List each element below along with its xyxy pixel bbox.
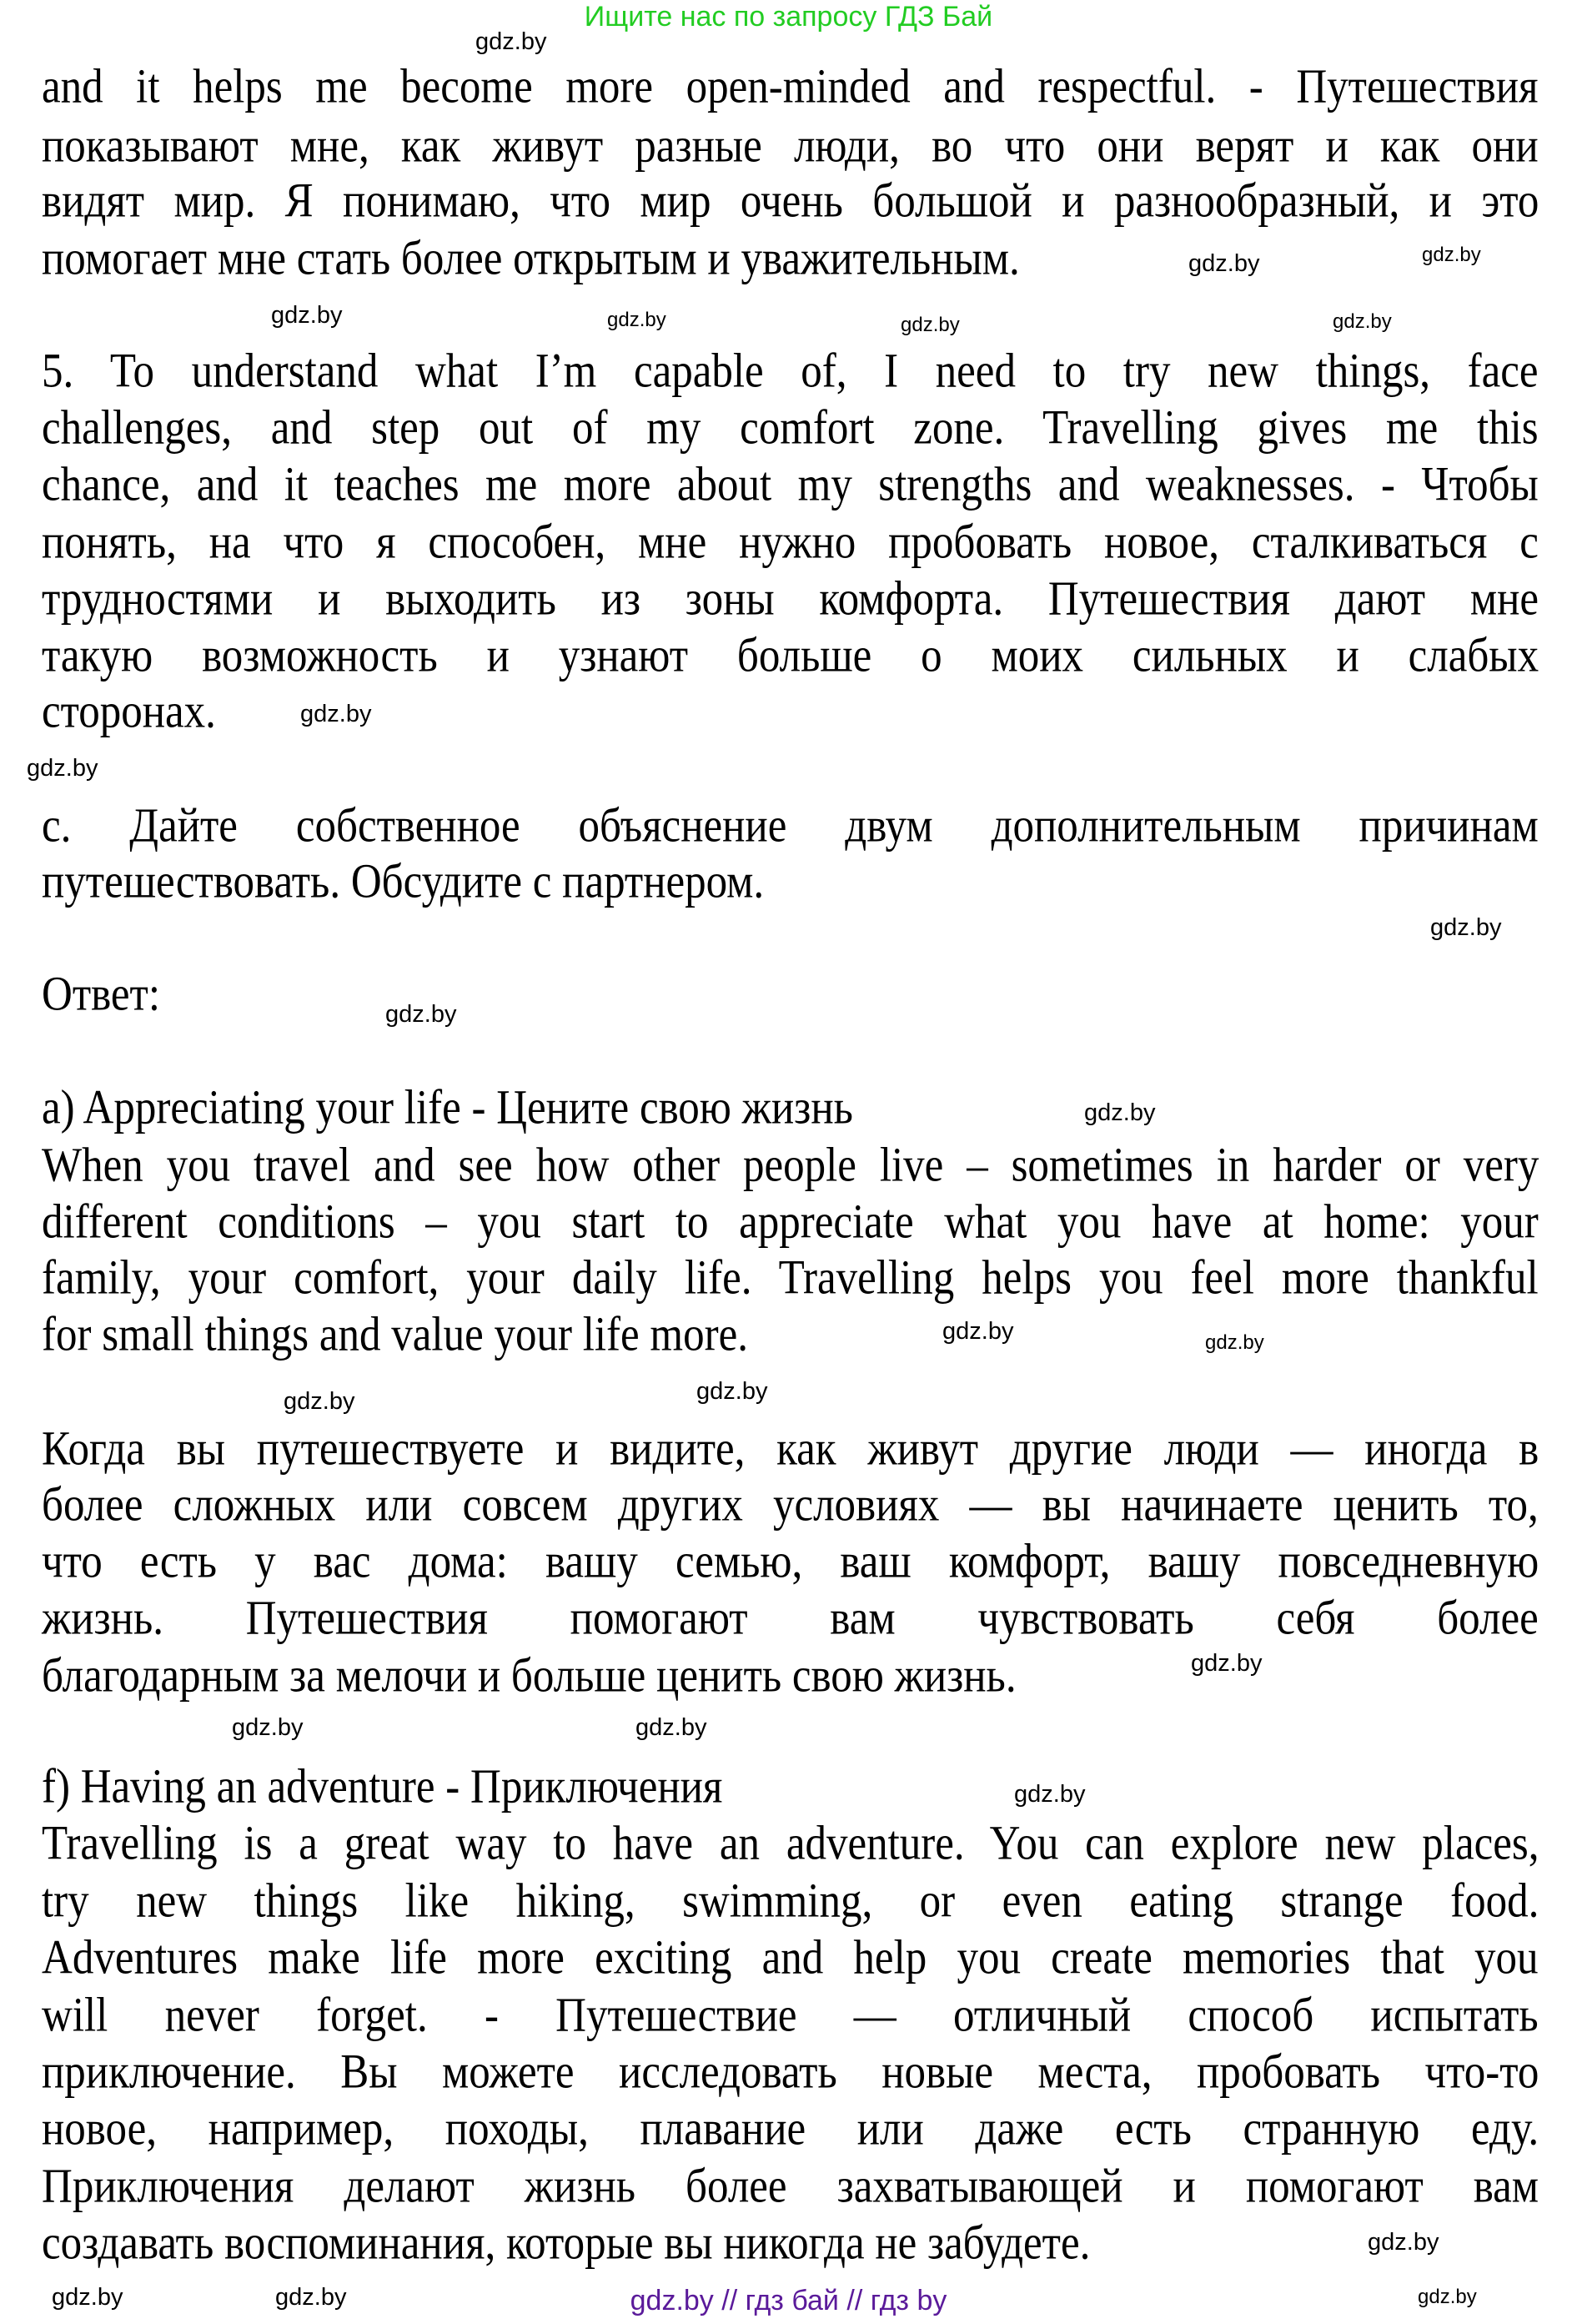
- watermark: gdz.by: [607, 309, 666, 331]
- watermark: gdz.by: [284, 1388, 355, 1415]
- text-line-content: and it helps me become more open-minded and respectful. - Путешествия: [42, 59, 1539, 114]
- text-line-content: видят мир. Я понимаю, что мир очень большой и разнообразный, и это: [42, 174, 1539, 229]
- text-line: [42, 1988, 1539, 2044]
- text-line: [42, 457, 1539, 513]
- text-line-content: помогает мне стать более открытым и уважительным.: [42, 231, 1020, 286]
- text-line-content: c. Дайте собственное объяснение двум дополнительным причинам: [42, 798, 1539, 853]
- watermark: gdz.by: [1191, 1650, 1263, 1677]
- text-line: [42, 1534, 1539, 1590]
- watermark: gdz.by: [635, 1714, 707, 1741]
- text-line-content: try new things like hiking, swimming, or even eating strange food.: [42, 1874, 1539, 1929]
- watermark: gdz.by: [385, 1001, 457, 1028]
- text-line: [42, 854, 1539, 910]
- text-line: [42, 798, 1539, 854]
- text-line: [42, 684, 1539, 740]
- text-line-content: different conditions – you start to appreciate what you have at home: your: [42, 1195, 1539, 1250]
- text-line-content: Adventures make life more exciting and help you create memories that you: [42, 1930, 1539, 1985]
- watermark: gdz.by: [1430, 914, 1502, 941]
- text-line-content: challenges, and step out of my comfort zone. Travelling gives me this: [42, 400, 1539, 455]
- text-line: [42, 118, 1539, 174]
- text-line: [42, 231, 1539, 287]
- text-line-content: 5. To understand what I’m capable of, I need to try new things, face: [42, 344, 1539, 399]
- text-line: [42, 2045, 1539, 2100]
- text-line: [42, 2159, 1539, 2215]
- text-line-content: благодарным за мелочи и больше ценить свою жизнь.: [42, 1648, 1017, 1703]
- text-line: [42, 1307, 1539, 1363]
- text-line: [42, 515, 1539, 571]
- watermark: gdz.by: [1084, 1099, 1156, 1126]
- text-line-content: что есть у вас дома: вашу семью, ваш комфорт, вашу повседневную: [42, 1534, 1539, 1589]
- text-line-content: When you travel and see how other people live – sometimes in harder or very: [42, 1138, 1539, 1193]
- watermark: gdz.by: [1205, 1331, 1264, 1354]
- text-line-content: Когда вы путешествуете и видите, как живут другие люди — иногда в: [42, 1421, 1539, 1476]
- watermark: gdz.by: [275, 2284, 347, 2311]
- text-line: [42, 1930, 1539, 1986]
- watermark: gdz.by: [300, 701, 372, 727]
- text-line: [42, 1477, 1539, 1533]
- text-line: [42, 1080, 1539, 1136]
- text-line: [42, 1250, 1539, 1306]
- text-line: [42, 1816, 1539, 1872]
- text-line: [42, 2216, 1539, 2271]
- watermark: gdz.by: [1188, 250, 1260, 277]
- text-line: [42, 1138, 1539, 1194]
- text-line: [42, 1759, 1539, 1815]
- text-line: [42, 344, 1539, 400]
- watermark: gdz.by: [696, 1378, 768, 1405]
- search-hint-banner: Ищите нас по запросу ГДЗ Бай: [584, 1, 993, 33]
- text-line-content: f) Having an adventure - Приключения: [42, 1759, 723, 1814]
- text-line-content: более сложных или совсем других условиях — вы начинаете ценить то,: [42, 1477, 1539, 1532]
- text-line: [42, 59, 1539, 115]
- text-line-content: путешествовать. Обсудите с партнером.: [42, 854, 765, 909]
- footer-site-links[interactable]: gdz.by // гдз бай // гдз by: [630, 2285, 947, 2316]
- text-line-content: приключение. Вы можете исследовать новые места, пробовать что-то: [42, 2045, 1539, 2100]
- watermark: gdz.by: [1418, 2286, 1477, 2308]
- text-line-content: сторонах.: [42, 684, 216, 739]
- watermark: gdz.by: [271, 302, 343, 329]
- text-line-content: Ответ:: [42, 967, 160, 1022]
- watermark: gdz.by: [1368, 2229, 1439, 2256]
- watermark: gdz.by: [1422, 244, 1481, 266]
- text-line-content: will never forget. - Путешествие — отличный способ испытать: [42, 1988, 1539, 2043]
- text-line-content: a) Appreciating your life - Цените свою жизнь: [42, 1080, 853, 1135]
- text-line-content: Travelling is a great way to have an adventure. You can explore new places,: [42, 1816, 1539, 1871]
- watermark: gdz.by: [901, 314, 960, 336]
- text-line: [42, 967, 1539, 1023]
- text-line-content: family, your comfort, your daily life. Travelling helps you feel more thankful: [42, 1250, 1539, 1305]
- text-line-content: жизнь. Путешествия помогают вам чувствовать себя более: [42, 1591, 1539, 1646]
- watermark: gdz.by: [942, 1318, 1014, 1345]
- watermark: gdz.by: [1014, 1781, 1086, 1808]
- watermark: gdz.by: [52, 2284, 123, 2311]
- text-line-content: for small things and value your life more.: [42, 1307, 748, 1362]
- watermark: gdz.by: [27, 755, 98, 782]
- text-line: [42, 571, 1539, 627]
- text-line-content: показывают мне, как живут разные люди, во что они верят и как они: [42, 118, 1539, 174]
- text-line-content: новое, например, походы, плавание или даже есть странную еду.: [42, 2101, 1539, 2156]
- watermark: gdz.by: [232, 1714, 304, 1741]
- text-line: [42, 1195, 1539, 1250]
- text-line-content: chance, and it teaches me more about my strengths and weaknesses. - Чтобы: [42, 457, 1539, 512]
- text-line-content: трудностями и выходить из зоны комфорта. Путешествия дают мне: [42, 571, 1539, 626]
- text-line-content: создавать воспоминания, которые вы никогда не забудете.: [42, 2216, 1091, 2271]
- text-line-content: такую возможность и узнают больше о моих сильных и слабых: [42, 628, 1539, 683]
- watermark: gdz.by: [1333, 310, 1392, 333]
- text-line: [42, 1591, 1539, 1647]
- text-line-content: Приключения делают жизнь более захватывающей и помогают вам: [42, 2159, 1539, 2214]
- text-line: [42, 1648, 1539, 1704]
- text-line: [42, 174, 1539, 229]
- text-line: [42, 1874, 1539, 1929]
- text-line: [42, 2101, 1539, 2157]
- text-line-content: понять, на что я способен, мне нужно пробовать новое, сталкиваться с: [42, 515, 1539, 570]
- text-line: [42, 1421, 1539, 1477]
- text-line: [42, 400, 1539, 456]
- watermark: gdz.by: [475, 28, 547, 55]
- text-line: [42, 628, 1539, 684]
